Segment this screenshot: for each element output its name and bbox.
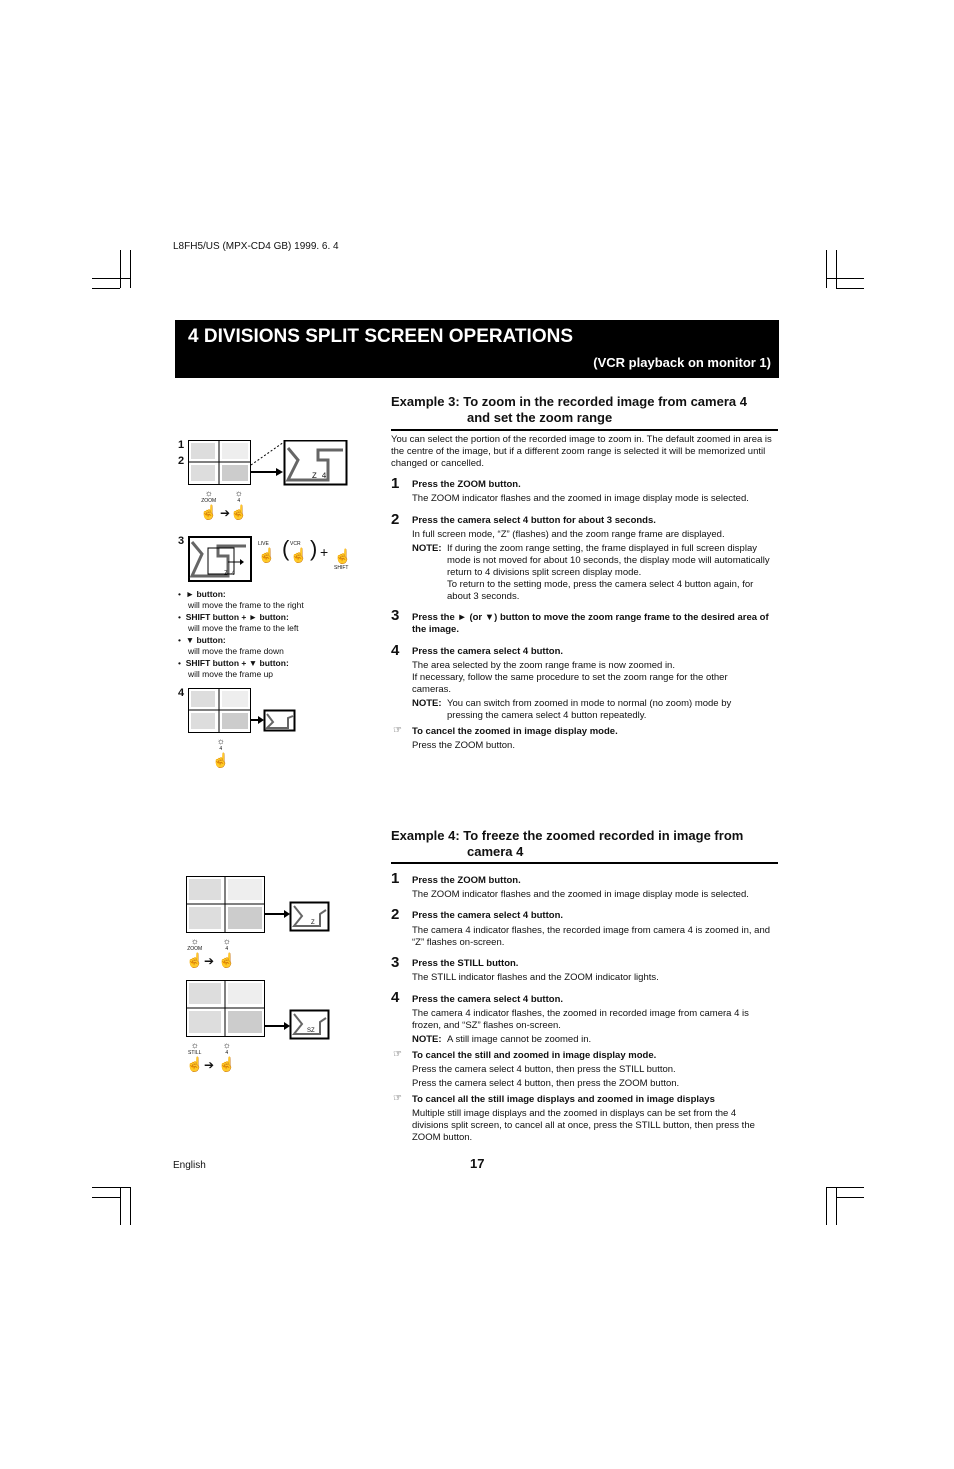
indicator-light-icon: ☼ xyxy=(222,1040,231,1050)
split-screen-diagram xyxy=(186,876,336,936)
zoom-indicator-text: Z 4 xyxy=(224,570,235,577)
step-number: 1 xyxy=(391,870,400,887)
example3-title-line1: To zoom in the recorded image from camera 4 xyxy=(463,394,747,409)
bullet-body: will move the frame up xyxy=(188,669,274,679)
button-label: LIVE xyxy=(258,541,269,547)
crop-mark xyxy=(836,1197,864,1198)
crop-mark xyxy=(92,288,120,289)
page-number: 17 xyxy=(470,1156,485,1171)
finger-press-icon: ☝ xyxy=(230,504,248,520)
step-heading: Press the ► (or ▼) button to move the zoom range frame to the desired area of the image. xyxy=(412,612,769,635)
zoom-indicator-text: SZ xyxy=(307,1028,315,1034)
crop-mark xyxy=(826,250,827,288)
split-screen-diagram xyxy=(188,688,298,734)
button-label: STILL xyxy=(188,1050,202,1056)
bullet-body: will move the frame down xyxy=(188,646,284,656)
step-body: If necessary, follow the same procedure to set the zoom range for the other cameras. xyxy=(412,672,728,695)
note-label: NOTE: xyxy=(412,1034,442,1045)
bullet-body: will move the frame to the right xyxy=(188,600,304,610)
note-label: NOTE: xyxy=(412,698,442,709)
step-label: 3 xyxy=(178,535,185,547)
bracket-icon: ) xyxy=(310,536,318,561)
note-text: If during the zoom range setting, the frame displayed in full screen display mode is not moved for about 10 seconds, the display mode will automatically return to 4 divisions split screen display mode. xyxy=(447,543,770,578)
button-label: ZOOM xyxy=(201,498,217,504)
crop-mark xyxy=(120,250,121,288)
step-heading: Press the camera select 4 button. xyxy=(412,646,564,657)
step-body: The ZOOM indicator flashes and the zoomed in image display mode is selected. xyxy=(412,493,749,504)
example4-title-line1: To freeze the zoomed recorded in image from xyxy=(463,828,744,843)
zoom-button[interactable] xyxy=(186,936,203,969)
vcr-button[interactable] xyxy=(290,541,307,564)
camera4-button[interactable] xyxy=(212,736,229,769)
section-subtitle: (VCR playback on monitor 1) xyxy=(593,355,771,370)
finger-press-icon: ☝ xyxy=(186,1056,204,1072)
live-button[interactable] xyxy=(258,541,275,564)
crop-mark xyxy=(92,278,130,279)
section-banner xyxy=(175,320,779,378)
crop-mark xyxy=(836,250,837,288)
section-title: 4 DIVISIONS SPLIT SCREEN OPERATIONS xyxy=(188,326,573,347)
example3-heading xyxy=(391,394,781,426)
step-heading: Press the STILL button. xyxy=(412,958,519,969)
indicator-light-icon: ☼ xyxy=(216,736,225,746)
step-number: 4 xyxy=(391,642,400,659)
finger-press-icon: ☝ xyxy=(218,952,236,968)
crop-mark xyxy=(120,1187,121,1225)
camera4-button[interactable] xyxy=(218,936,235,969)
crop-mark xyxy=(836,288,864,289)
indicator-light-icon: ☼ xyxy=(204,488,213,498)
cancel-body: Press the camera select 4 button, then press the ZOOM button. xyxy=(412,1078,680,1089)
step-body: The ZOOM indicator flashes and the zoomed in image display mode is selected. xyxy=(412,889,749,900)
arrow-right-icon: ➔ xyxy=(220,506,231,520)
bracket-icon: ( xyxy=(282,536,290,561)
example3-title-line2: and set the zoom range xyxy=(467,410,613,425)
crop-mark xyxy=(130,1187,131,1225)
button-label: 4 xyxy=(219,746,223,752)
button-label: 4 xyxy=(225,946,229,952)
step-number: 2 xyxy=(391,906,400,923)
step-heading: Press the ZOOM button. xyxy=(412,875,521,886)
example4-title-line2: camera 4 xyxy=(467,844,524,859)
example4-illustration xyxy=(186,876,336,1086)
button-label: VCR xyxy=(290,541,301,547)
crop-mark xyxy=(826,278,864,279)
cancel-heading: To cancel all the still image displays and zoomed in image displays xyxy=(412,1094,715,1105)
zoom-button[interactable] xyxy=(200,488,217,521)
crop-mark xyxy=(92,1187,130,1188)
cancel-body: Press the camera select 4 button, then press the STILL button. xyxy=(412,1064,676,1075)
example4-heading xyxy=(391,828,781,860)
step-heading: Press the ZOOM button. xyxy=(412,479,521,490)
crop-mark xyxy=(92,1197,120,1198)
step-body: In full screen mode, “Z” (flashes) and the zoom range frame are displayed. xyxy=(412,529,725,540)
step-number: 3 xyxy=(391,954,400,971)
camera4-button[interactable] xyxy=(218,1040,235,1073)
step-number: 2 xyxy=(391,511,400,528)
divider xyxy=(391,429,778,431)
bullet-head: ► button: xyxy=(185,589,226,599)
step-body: The area selected by the zoom range frame is now zoomed in. xyxy=(412,660,675,671)
arrow-right-icon: ➔ xyxy=(204,1058,215,1072)
zoom-indicator-text: Z xyxy=(311,920,315,926)
indicator-light-icon: ☼ xyxy=(222,936,231,946)
pointing-hand-icon: ☞ xyxy=(393,1049,402,1060)
step-number: 4 xyxy=(391,989,400,1006)
step-number: 3 xyxy=(391,607,400,624)
indicator-light-icon: ☼ xyxy=(190,1040,199,1050)
crop-mark xyxy=(826,1187,864,1188)
cancel-body: Multiple still image displays and the zoomed in displays can be set from the 4 divisions split screen, to cancel all at once, press the STILL button, then press the ZOOM button. xyxy=(412,1108,755,1143)
finger-press-icon: ☝ xyxy=(186,952,204,968)
still-button[interactable] xyxy=(186,1040,203,1073)
step-heading: Press the camera select 4 button for about 3 seconds. xyxy=(412,515,656,526)
finger-press-icon: ☝ xyxy=(200,504,218,520)
bullet-body: will move the frame to the left xyxy=(188,623,299,633)
example3-label: Example 3: xyxy=(391,394,460,409)
example3-illustration xyxy=(178,436,368,781)
step-label: 4 xyxy=(178,687,185,699)
finger-press-icon: ☝ xyxy=(334,548,352,564)
cancel-heading: To cancel the still and zoomed in image display mode. xyxy=(412,1050,657,1061)
button-label: SHIFT xyxy=(334,565,349,571)
step-body: The camera 4 indicator flashes, the recorded image from camera 4 is zoomed in, and “Z” flashes on-screen. xyxy=(412,925,771,948)
indicator-light-icon: ☼ xyxy=(190,936,199,946)
bullet-head: SHIFT button + ▼ button: xyxy=(185,658,289,668)
note-label: NOTE: xyxy=(412,543,442,554)
button-label: ZOOM xyxy=(187,946,203,952)
step-label: 2 xyxy=(178,455,185,467)
finger-press-icon: ☝ xyxy=(218,1056,236,1072)
example3-intro: You can select the portion of the recorded image to zoom in. The default zoomed in area is the centre of the image, but if a different zoom range is selected it will be memorized until changed or cancelled. xyxy=(391,434,772,469)
button-label: 4 xyxy=(237,498,241,504)
step-label: 1 xyxy=(178,439,185,451)
step-body: The camera 4 indicator flashes, the zoomed in recorded image from camera 4 is frozen, and “SZ” flashes on-screen. xyxy=(412,1008,749,1031)
divider xyxy=(391,862,778,864)
finger-press-icon: ☝ xyxy=(258,547,276,563)
camera4-button[interactable] xyxy=(230,488,247,521)
arrow-right-icon: ➔ xyxy=(204,954,215,968)
note-text: A still image cannot be zoomed in. xyxy=(447,1034,592,1045)
crop-mark xyxy=(130,250,131,288)
split-screen-diagram xyxy=(188,440,348,490)
plus-icon: + xyxy=(320,544,329,560)
indicator-light-icon: ☼ xyxy=(234,488,243,498)
finger-press-icon: ☝ xyxy=(290,547,308,563)
example4-label: Example 4: xyxy=(391,828,460,843)
crop-mark xyxy=(826,1187,827,1225)
zoom-frame-diagram xyxy=(188,536,252,582)
cancel-body: Press the ZOOM button. xyxy=(412,740,515,751)
finger-press-icon: ☝ xyxy=(212,752,230,768)
shift-button[interactable] xyxy=(334,548,351,571)
zoom-indicator-text: Z 4 xyxy=(312,472,327,481)
note-text: To return to the setting mode, press the camera select 4 button again, for about 3 seconds. xyxy=(447,579,754,602)
step-heading: Press the camera select 4 button. xyxy=(412,910,564,921)
crop-mark xyxy=(836,1187,837,1225)
document-id: L8FH5/US (MPX-CD4 GB) 1999. 6. 4 xyxy=(173,241,339,252)
pointing-hand-icon: ☞ xyxy=(393,1093,402,1104)
button-label: 4 xyxy=(225,1050,229,1056)
cancel-heading: To cancel the zoomed in image display mode. xyxy=(412,726,618,737)
bullet-head: SHIFT button + ► button: xyxy=(185,612,289,622)
footer-language: English xyxy=(173,1160,206,1171)
step-body: The STILL indicator flashes and the ZOOM indicator lights. xyxy=(412,972,659,983)
bullet-head: ▼ button: xyxy=(185,635,226,645)
pointing-hand-icon: ☞ xyxy=(393,725,402,736)
step-number: 1 xyxy=(391,475,400,492)
step-heading: Press the camera select 4 button. xyxy=(412,994,564,1005)
button-help-list: • ► button: will move the frame to the right • SHIFT button + ► button: will move the frame to the left • ▼ button: will move the frame down • SHIFT button + ▼ button: will move the frame up xyxy=(178,589,368,681)
note-text: You can switch from zoomed in mode to normal (no zoom) mode by pressing the camera select 4 button repeatedly. xyxy=(447,698,732,721)
